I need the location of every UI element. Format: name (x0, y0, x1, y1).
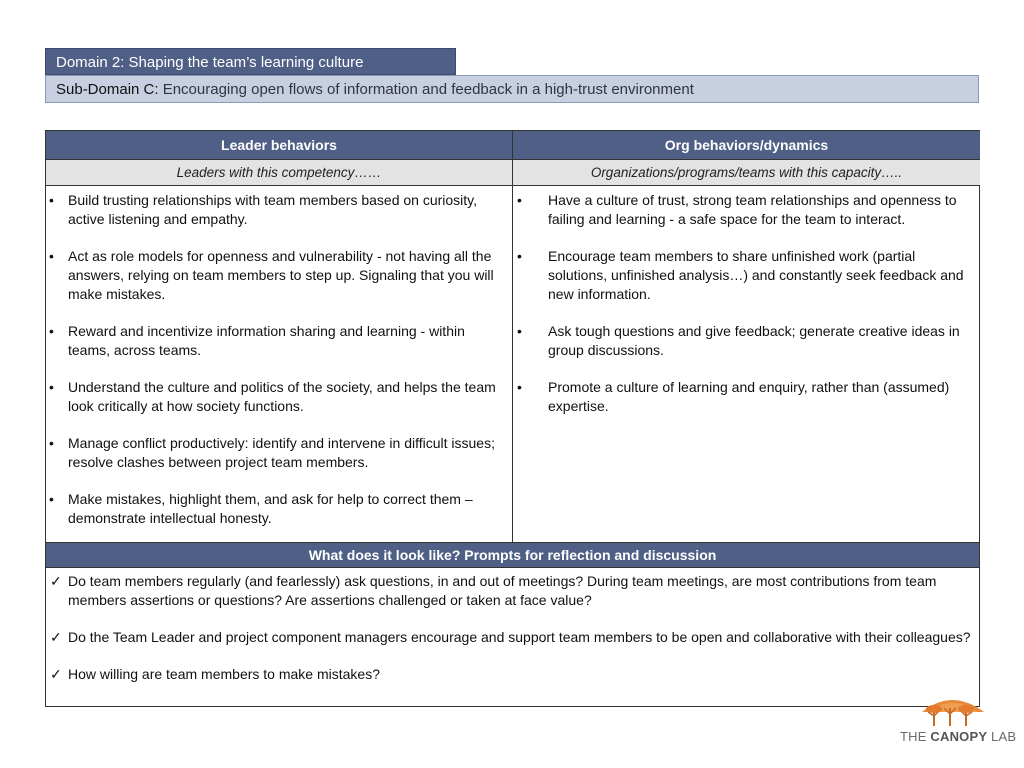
bullet-icon: • (517, 248, 522, 264)
prompts-header: What does it look like? Prompts for reflection and discussion (46, 543, 979, 568)
leader-behaviors-header: Leader behaviors (46, 131, 513, 160)
leader-behavior-item: • Build trusting relationships with team members based on curiosity, active listening and empathy. (49, 192, 478, 227)
prompts-list (46, 568, 979, 684)
checkmark-icon: ✓ (50, 666, 62, 682)
org-behavior-item: • Ask tough questions and give feedback; generate creative ideas in group discussions. (517, 323, 960, 358)
org-behavior-item: • Promote a culture of learning and enquiry, rather than (assumed) expertise. (517, 379, 950, 414)
canopy-trees-icon (912, 692, 992, 728)
behaviors-table (45, 130, 980, 543)
subdomain-bar (45, 75, 979, 103)
logo-text: THE CANOPY LAB (900, 729, 1017, 744)
checkmark-icon: ✓ (50, 573, 62, 589)
bullet-icon: • (49, 435, 54, 451)
prompt-item: ✓ Do team members regularly (and fearlessly) ask questions, in and out of meetings? During team meetings, are most contributions from team members assertions or questions? Are assertions challenged or taken at face value? (50, 573, 937, 608)
org-behavior-item: • Encourage team members to share unfinished work (partial solutions, unfinished analysis…) and constantly seek feedback and new information. (517, 248, 964, 302)
bullet-icon: • (49, 491, 54, 507)
bullet-icon: • (49, 192, 54, 208)
org-behavior-item: • Have a culture of trust, strong team relationships and openness to failing and learning - a safe space for the team to interact. (517, 192, 957, 227)
bullet-icon: • (49, 323, 54, 339)
domain-title: Domain 2: Shaping the team’s learning culture (45, 48, 456, 75)
leader-behavior-item: • Manage conflict productively: identify and intervene in difficult issues; resolve clashes between project team members. (49, 435, 495, 470)
leader-behavior-item: • Make mistakes, highlight them, and ask for help to correct them – demonstrate intellectual honesty. (49, 491, 473, 526)
prompt-item: ✓ Do the Team Leader and project component managers encourage and support team members to be open and collaborative with their colleagues? (50, 629, 971, 645)
leader-behavior-item: • Reward and incentivize information sharing and learning - within teams, across teams. (49, 323, 465, 358)
bullet-icon: • (517, 379, 522, 395)
org-behaviors-header: Org behaviors/dynamics (513, 131, 980, 160)
bullet-icon: • (49, 379, 54, 395)
leader-behavior-item: • Act as role models for openness and vulnerability - not having all the answers, relying on team members to step up. Signaling that you will make mistakes. (49, 248, 494, 302)
org-subheader: Organizations/programs/teams with this capacity….. (513, 160, 980, 186)
bullet-icon: • (517, 192, 522, 208)
leader-behaviors-cell (46, 186, 513, 546)
canopy-lab-logo (900, 692, 1017, 748)
checkmark-icon: ✓ (50, 629, 62, 645)
leader-subheader: Leaders with this competency…… (46, 160, 513, 186)
bullet-icon: • (517, 323, 522, 339)
prompt-item: ✓ How willing are team members to make mistakes? (50, 666, 380, 682)
leader-behavior-item: • Understand the culture and politics of the society, and helps the team look critically at how society functions. (49, 379, 496, 414)
bullet-icon: • (49, 248, 54, 264)
subdomain-label: Sub-Domain C: (56, 81, 159, 98)
org-behaviors-cell (513, 186, 980, 546)
prompts-table (45, 543, 980, 707)
subdomain-text: Encouraging open flows of information and feedback in a high-trust environment (158, 81, 694, 98)
